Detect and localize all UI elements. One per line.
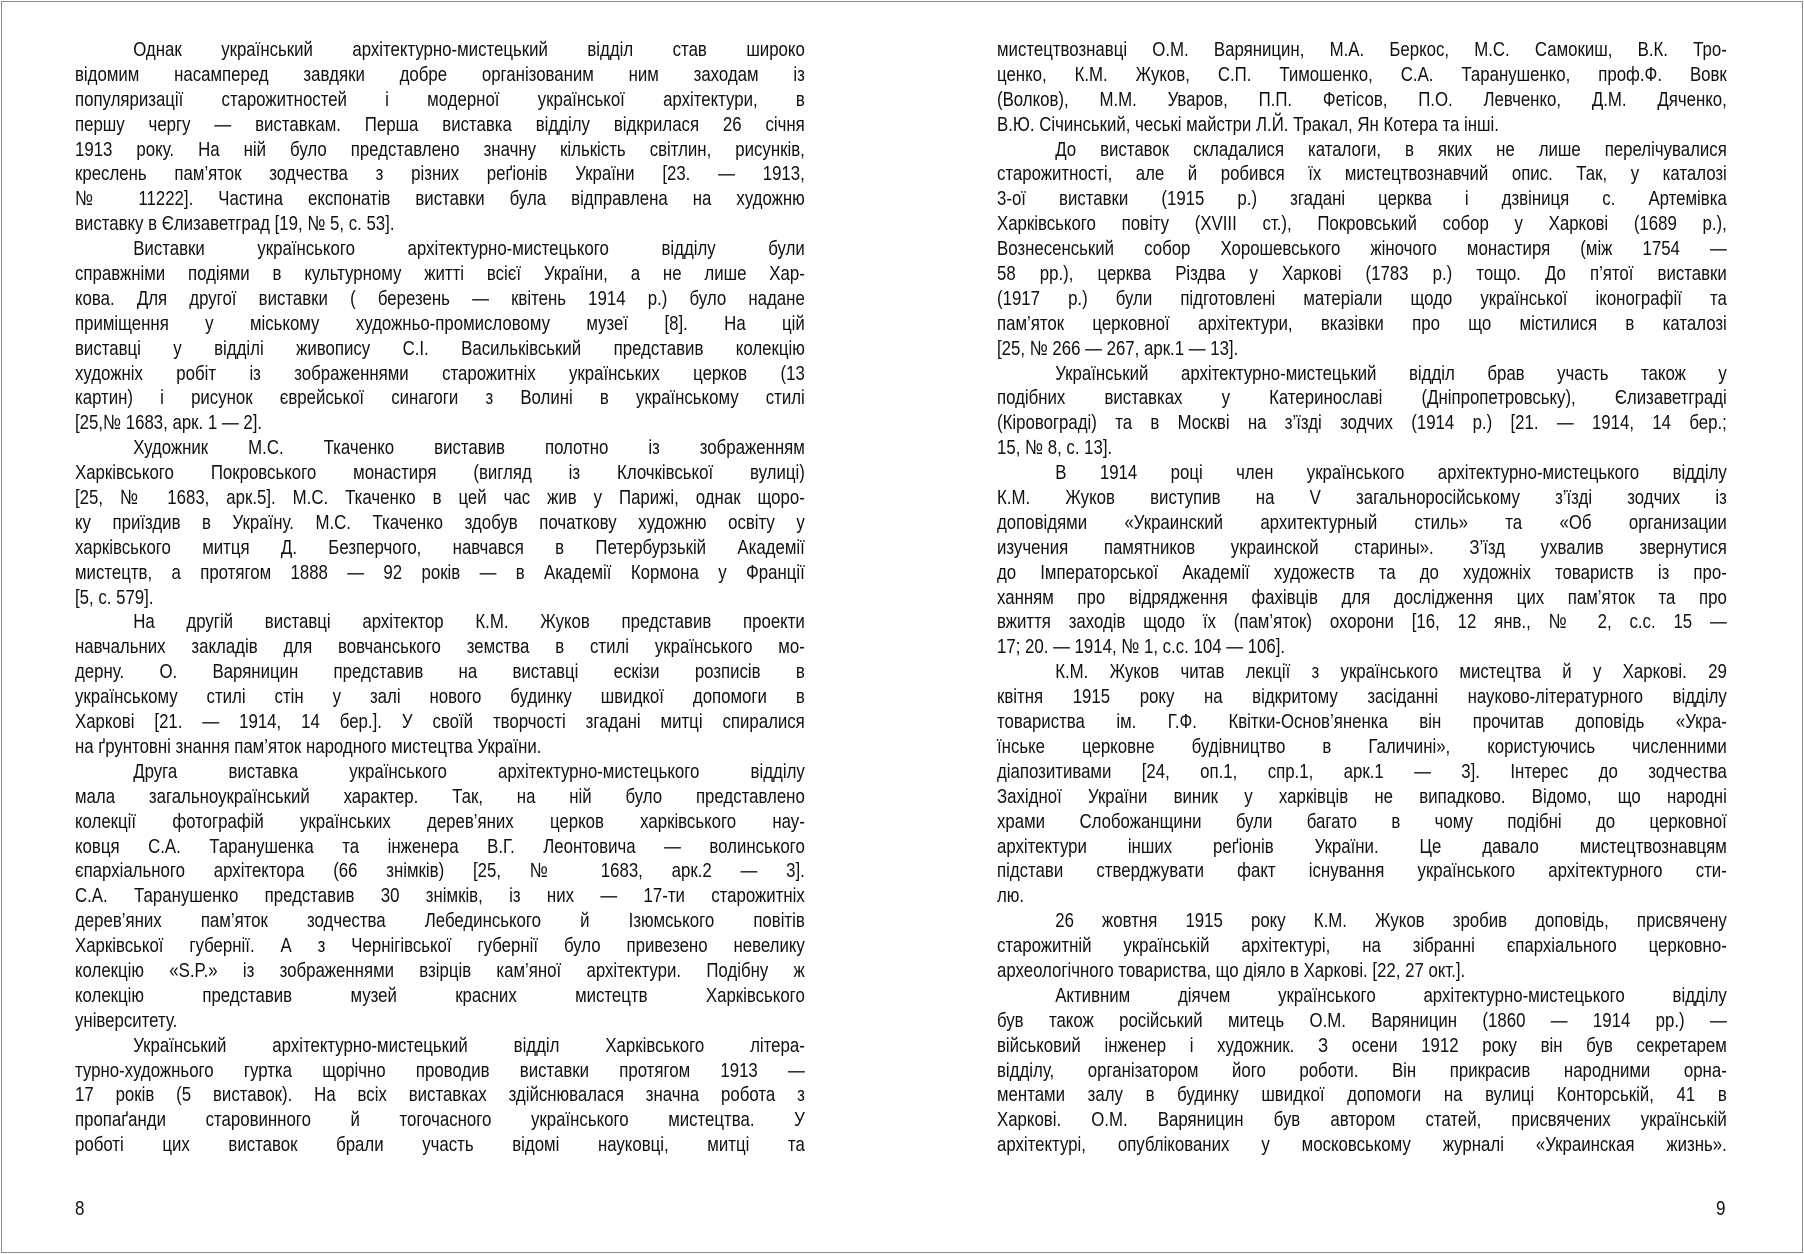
text-line: К.М. Жуков читав лекції з українського мистецтва й у Харкові. 29 (1055, 660, 1727, 684)
text-line: підстави стверджувати факт існування українського архітектурного сти- (997, 859, 1727, 883)
text-line: Художник М.С. Ткаченко виставив полотно із зображенням (133, 436, 805, 460)
text-line: Український архітектурно-мистецький відділ Харківського літера- (133, 1033, 805, 1057)
text-line: пропаґанди старовинного й тогочасного українського мистецтва. У (75, 1108, 805, 1132)
text-line: С.А. Таранушенко представив 30 знімків, із них — 17-ти старожитніх (75, 884, 805, 908)
text-line: мистецтвознавці О.М. Варяницин, М.А. Беркос, М.С. Самокиш, В.К. Тро- (997, 38, 1727, 61)
text-line: художніх робіт із зображеннями старожитніх українських церков (13 (75, 361, 805, 385)
text-line: діапозитивами [24, оп.1, спр.1, арк.1 — 3]. Інтерес до зодчества (997, 759, 1727, 783)
text-line: архітектурі, опублікованих у московському журналі «Украинская жизнь». (997, 1133, 1727, 1157)
text-line: креслень пам’яток зодчества з різних реґіонів України [23. — 1913, (75, 162, 805, 186)
text-line: роботі цих виставок брали участь відомі науковці, митці та (75, 1133, 805, 1157)
text-line: колекцію представив музей красних мистецтв Харківського (75, 983, 805, 1007)
text-line: ценко, К.М. Жуков, С.П. Тимошенко, С.А. Таранушенко, проф.Ф. Вовк (997, 62, 1727, 86)
text-line: 15, № 8, с. 13]. (997, 436, 1113, 460)
text-line: вжиття заходів щодо їх (пам’яток) охорони [16, 12 янв., № 2, с.с. 15 — (997, 610, 1727, 634)
text-line: Український архітектурно-мистецький відділ брав участь також у (1055, 361, 1727, 385)
text-line: навчальних закладів для вовчанського земства в стилі українського мо- (75, 635, 805, 659)
text-line: (Волков), М.М. Уваров, П.П. Фетісов, П.О. Левченко, Д.М. Дяченко, (997, 87, 1727, 111)
paragraph (75, 1034, 805, 1158)
text-line: дерев’яних пам’яток зодчества Лебединського й Ізюмського повітів (75, 909, 805, 933)
text-line: першу чергу — виставкам. Перша виставка відділу відкрилася 26 січня (75, 112, 805, 136)
text-line: Харківського повіту (XVIII ст.), Покровський собор у Харкові (1689 р.), (997, 212, 1727, 236)
text-line: до Імператорської Академії художеств та до художніх товариств із про- (997, 560, 1727, 584)
text-line: колекцію «S.P.» із зображеннями взірців кам’яної архітектури. Подібну ж (75, 958, 805, 982)
text-line: виставку в Єлизаветград [19, № 5, с. 53]. (75, 212, 395, 236)
text-line: кова. Для другої виставки ( березень — квітень 1914 р.) було надане (75, 286, 805, 310)
paragraph (997, 984, 1727, 1158)
text-line: [25, № 1683, арк.5]. М.С. Ткаченко в цей час жив у Парижі, однак щоро- (75, 486, 805, 510)
text-line: 58 рр.), церква Різдва у Харкові (1783 р.) тощо. До п’ятої виставки (997, 262, 1727, 286)
text-line: ковця С.А. Таранушенка та інженера В.Г. Леонтовича — волинського (75, 834, 805, 858)
text-line: Активним діячем українського архітектурно-мистецького відділу (1055, 983, 1727, 1007)
text-line: колекції фотографій українських дерев’яних церков харківського нау- (75, 809, 805, 833)
text-line: Харківського Покровського монастиря (вигляд із Клочківської вулиці) (75, 461, 805, 485)
text-line: Харківської губернії. А з Чернігівської губернії було привезено невелику (75, 934, 805, 958)
text-line: на ґрунтовні знання пам’яток народного мистецтва України. (75, 734, 542, 758)
text-line: картин) і рисунок єврейської синагоги з Волині в українському стилі (75, 386, 805, 410)
text-line: популяризації старожитностей і модерної української архітектури, в (75, 87, 805, 111)
text-line: ханням про відрядження фахівців для дослідження цих пам’яток та про (997, 585, 1727, 609)
paragraph (997, 138, 1727, 362)
text-line: 17; 20. — 1914, № 1, с.с. 104 — 106]. (997, 635, 1286, 659)
text-line: архітектури інших реґіонів України. Це давало мистецтвознавцям (997, 834, 1727, 858)
text-line: Харкові. О.М. Варяницин був автором статей, присвячених українській (997, 1108, 1727, 1132)
text-line: старожитній українській архітектурі, на зібранні єпархіального церковно- (997, 934, 1727, 958)
text-line: 26 жовтня 1915 року К.М. Жуков зробив доповідь, присвячену (1055, 909, 1727, 933)
text-line: На другій виставці архітектор К.М. Жуков представив проекти (133, 610, 805, 634)
text-line: Виставки українського архітектурно-мистецького відділу були (133, 237, 805, 261)
text-line: був також російський митець О.М. Варяницин (1860 — 1914 рр.) — (997, 1008, 1727, 1032)
paragraph (75, 760, 805, 1034)
text-line: виставці у відділі живопису С.І. Васильківський представив колекцію (75, 336, 805, 360)
text-line: ментами залу в будинку швидкої допомоги на вулиці Конторській, 41 в (997, 1083, 1727, 1107)
text-line: лю. (997, 884, 1025, 908)
text-line: відділу, організатором його роботи. Він прикрасив народними орна- (997, 1058, 1727, 1082)
text-line: [25, № 266 — 267, арк.1 — 13]. (997, 336, 1239, 360)
text-line: товариства ім. Г.Ф. Квітки-Основ’яненка він прочитав доповідь «Укра- (997, 710, 1727, 734)
text-line: (1917 р.) були підготовлені матеріали щодо української іконографії та (997, 286, 1727, 310)
text-line: ку приїздив в Україну. М.С. Ткаченко здобув початкову художню освіту у (75, 510, 805, 534)
page-left-body (75, 38, 805, 1158)
paragraph (997, 38, 1727, 138)
text-line: 1913 року. На ній було представлено значну кількість світлин, рисунків, (75, 137, 805, 161)
text-line: мала загальноукраїнський характер. Так, на ній було представлено (75, 784, 805, 808)
text-line: справжніми подіями в культурному житті всієї України, а не лише Хар- (75, 262, 805, 286)
text-line: доповідями «Украинский архитектурный стиль» та «Об организации (997, 510, 1727, 534)
text-line: археологічного товариства, що діяло в Харкові. [22, 27 окт.]. (997, 958, 1466, 982)
text-line: мистецтв, а протягом 1888 — 92 років — в Академії Кормона у Франції (75, 560, 805, 584)
text-line: військовий інженер і художник. З осени 1912 року він був секретарем (997, 1033, 1727, 1057)
paragraph (997, 461, 1727, 660)
text-line: харківського митця Д. Безперчого, навчався в Петербурзькій Академії (75, 535, 805, 559)
page-number-left: 8 (75, 1198, 85, 1220)
text-line: [5, с. 579]. (75, 585, 154, 609)
text-line: храми Слобожанщини були багато в чому подібні до церковної (997, 809, 1727, 833)
page-number-right: 9 (1716, 1198, 1726, 1220)
text-line: старожитності, але й робився їх мистецтвознавчий опис. Так, у каталозі (997, 162, 1727, 186)
paragraph (75, 436, 805, 610)
text-line: дерну. О. Варяницин представив на виставці ескізи розписів в (75, 660, 805, 684)
text-line: Західної України виник у харківців не випадково. Відомо, що народні (997, 784, 1727, 808)
text-line: Вознесенський собор Хорошевського жіночого монастиря (між 1754 — (997, 237, 1727, 261)
text-line: пам’яток церковної архітектури, вказівки про що містилися в каталозі (997, 311, 1727, 335)
page-right-body (997, 38, 1727, 1158)
paragraph (75, 38, 805, 237)
text-line: (Кіровограді) та в Москві на з’їзді зодчих (1914 р.) [21. — 1914, 14 бер.; (997, 411, 1727, 435)
paragraph (997, 909, 1727, 984)
paragraph (997, 660, 1727, 909)
text-line: [25,№ 1683, арк. 1 — 2]. (75, 411, 263, 435)
text-line: Друга виставка українського архітектурно-мистецького відділу (133, 759, 805, 783)
paragraph (75, 610, 805, 759)
text-line: № 11222]. Частина експонатів виставки була відправлена на художню (75, 187, 805, 211)
text-line: українському стилі стін у залі нового будинку швидкої допомоги в (75, 685, 805, 709)
text-line: Однак український архітектурно-мистецький відділ став широко (133, 38, 805, 61)
text-line: В 1914 році член українського архітектурно-мистецького відділу (1055, 461, 1727, 485)
text-line: подібних виставках у Катеринославі (Дніпропетровську), Єлизаветграді (997, 386, 1727, 410)
text-line: изучения памятников украинской старины». З’їзд ухвалив звернутися (997, 535, 1727, 559)
text-line: Харкові [21. — 1914, 14 бер.]. У своїй творчості згадані митці спиралися (75, 710, 805, 734)
text-line: К.М. Жуков виступив на V загальноросійському з’їзді зодчих із (997, 486, 1727, 510)
text-line: університету. (75, 1008, 178, 1032)
text-line: відомим насамперед завдяки добре організованим ним заходам із (75, 62, 805, 86)
paragraph (997, 362, 1727, 462)
text-line: їнське церковне будівництво в Галичині», користуючись численними (997, 734, 1727, 758)
text-line: єпархіального архітектора (66 знімків) [25, № 1683, арк.2 — 3]. (75, 859, 805, 883)
text-line: приміщення у міському художньо-промисловому музеї [8]. На цій (75, 311, 805, 335)
text-line: турно-художнього гуртка щорічно проводив виставки протягом 1913 — (75, 1058, 805, 1082)
text-line: квітня 1915 року на відкритому засіданні науково-літературного відділу (997, 685, 1727, 709)
paragraph (75, 237, 805, 436)
text-line: 17 років (5 виставок). На всіх виставках здійснювалася значна робота з (75, 1083, 805, 1107)
text-line: В.Ю. Січинський, чеські майстри Л.Й. Тракал, Ян Котера та інші. (997, 112, 1499, 136)
text-line: До виставок складалися каталоги, в яких не лише перелічувалися (1055, 137, 1727, 161)
text-line: 3-ої виставки (1915 р.) згадані церква і дзвіниця с. Артемівка (997, 187, 1727, 211)
